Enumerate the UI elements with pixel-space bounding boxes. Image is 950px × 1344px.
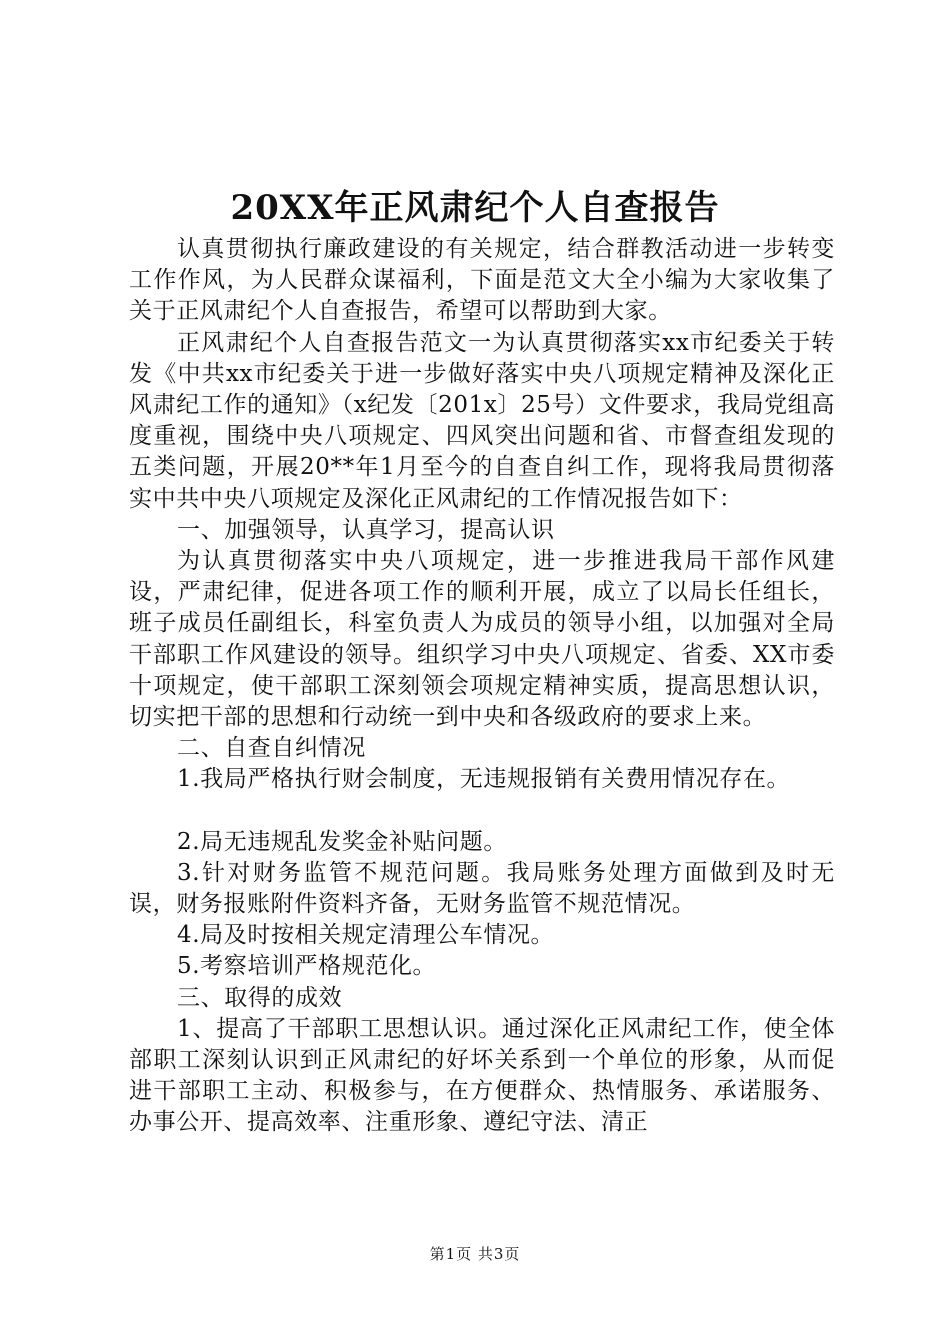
list-item: 1.我局严格执行财会制度，无违规报销有关费用情况存在。 bbox=[177, 766, 791, 793]
list-item: 3.针对财务监管不规范问题。我局账务处理方面做到及时无误，财务报账附件资料齐备，无财务监管不规范情况。 bbox=[129, 859, 835, 918]
body-paragraph: 正风肃纪个人自查报告范文一为认真贯彻落实xx市纪委关于转发《中共xx市纪委关于进一步做好落实中央八项规定精神及深化正风肃纪工作的通知》（x纪发〔201x〕25号）文件要求，我局党组高度重视，围绕中央八项规定、四风突出问题和省、市督查组发现的五类问题，开展20**年1月至今的自查自纠工作，现将我局贯彻落实中共中央八项规定及深化正风肃纪的工作情况报告如下： bbox=[129, 329, 835, 512]
document-title: 20XX年正风肃纪个人自查报告 bbox=[230, 188, 720, 228]
body-paragraph: 1、提高了干部职工思想认识。通过深化正风肃纪工作，使全体部职工深刻认识到正风肃纪的好坏关系到一个单位的形象，从而促进干部职工主动、积极参与，在方便群众、热情服务、承诺服务、办事公开、提高效率、注重形象、遵纪守法、清正 bbox=[129, 1015, 835, 1136]
list-item: 5.考察培训严格规范化。 bbox=[177, 953, 437, 980]
blank-line bbox=[129, 796, 835, 827]
section-heading: 一、加强领导，认真学习，提高认识 bbox=[177, 516, 555, 543]
list-item: 2.局无违规乱发奖金补贴问题。 bbox=[177, 828, 507, 855]
document-body bbox=[129, 234, 835, 1139]
body-paragraph: 为认真贯彻落实中央八项规定，进一步推进我局干部作风建设，严肃纪律，促进各项工作的顺利开展，成立了以局长任组长，班子成员任副组长，科室负责人为成员的领导小组，以加强对全局干部职工作风建设的领导。组织学习中央八项规定、省委、XX市委十项规定，使干部职工深刻领会项规定精神实质，提高思想认识，切实把干部的思想和行动统一到中央和各级政府的要求上来。 bbox=[129, 548, 835, 731]
section-heading: 三、取得的成效 bbox=[177, 984, 343, 1011]
intro-paragraph: 认真贯彻执行廉政建设的有关规定，结合群教活动进一步转变工作作风，为人民群众谋福利，下面是范文大全小编为大家收集了关于正风肃纪个人自查报告，希望可以帮助到大家。 bbox=[129, 236, 835, 325]
page-number: 第1页 共3页 bbox=[429, 1245, 521, 1263]
list-item: 4.局及时按相关规定清理公车情况。 bbox=[177, 922, 555, 949]
section-heading: 二、自查自纠情况 bbox=[177, 735, 366, 762]
